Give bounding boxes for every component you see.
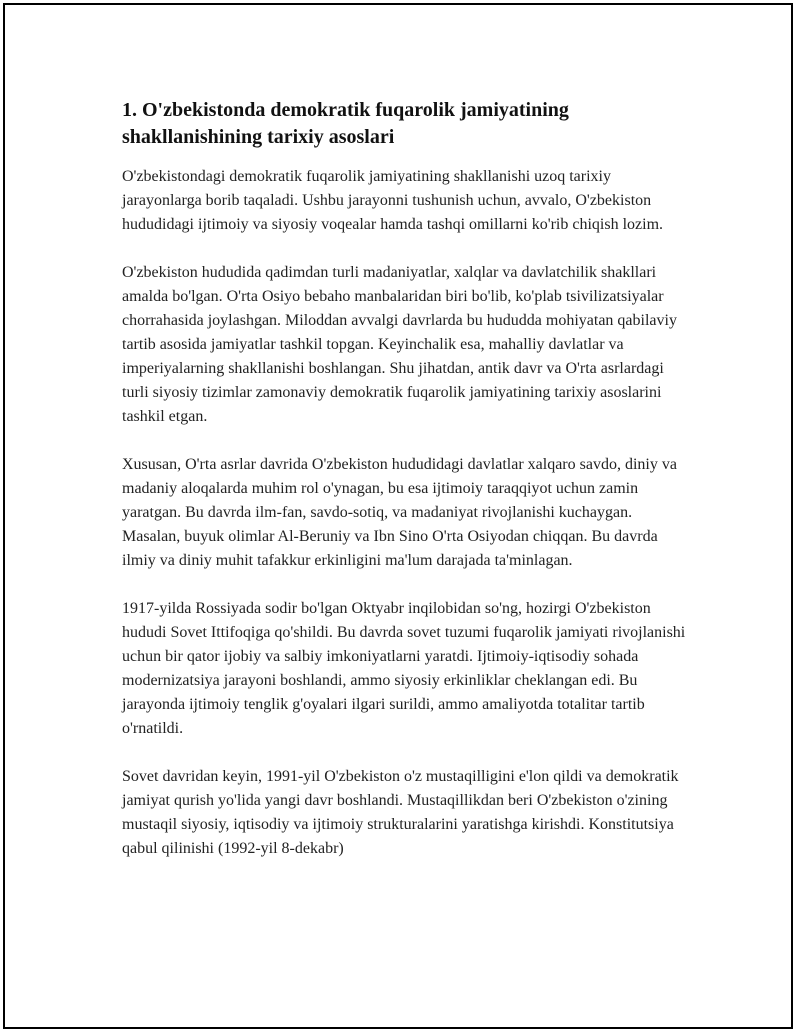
paragraph-2: O'zbekiston hududida qadimdan turli madaniyatlar, xalqlar va davlatchilik shakllari amalda bo'lgan. O'rta Osiyo bebaho manbalaridan biri bo'lib, ko'plab tsivilizatsiyalar chorrahasida joylashgan. Miloddan avvalgi davrlarda bu hududda mohiyatan qabilaviy tartib asosida jamiyatlar tashkil topgan. Keyinchalik esa, mahalliy davlatlar va imperiyalarning shakllanishi boshlangan. Shu jihatdan, antik davr va O'rta asrlardagi turli siyosiy tizimlar zamonaviy demokratik fuqarolik jamiyatining tarixiy asoslarini tashkil etgan. [122, 264, 677, 425]
paragraph-1: O'zbekistondagi demokratik fuqarolik jamiyatining shakllanishi uzoq tarixiy jarayonlarga borib taqaladi. Ushbu jarayonni tushunish uchun, avvalo, O'zbekiston hududidagi ijtimoiy va siyosiy voqealar hamda tashqi omillarni ko'rib chiqish lozim. [122, 168, 664, 233]
document-page [3, 3, 793, 1029]
document-body [122, 97, 690, 861]
paragraph-4: 1917-yilda Rossiyada sodir bo'lgan Oktyabr inqilobidan so'ng, hozirgi O'zbekiston hududi Sovet Ittifoqiga qo'shildi. Bu davrda sovet tuzumi fuqarolik jamiyati rivojlanishi uchun bir qator ijobiy va salbiy imkoniyatlarni yaratdi. Ijtimoiy-iqtisodiy sohada modernizatsiya jarayoni boshlandi, ammo siyosiy erkinliklar cheklangan edi. Bu jarayonda ijtimoiy tenglik g'oyalari ilgari surildi, ammo amaliyotda totalitar tartib o'rnatildi. [122, 600, 686, 737]
paragraph-5: Sovet davridan keyin, 1991-yil O'zbekiston o'z mustaqilligini e'lon qildi va demokratik jamiyat qurish yo'lida yangi davr boshlandi. Mustaqillikdan beri O'zbekiston o'zining mustaqil siyosiy, iqtisodiy va ijtimoiy strukturalarini yaratishga kirishdi. Konstitutsiya qabul qilinishi (1992-yil 8-dekabr) [122, 768, 679, 857]
section-title: 1. O'zbekistonda demokratik fuqarolik jamiyatining shakllanishining tarixiy asoslari [122, 99, 569, 148]
paragraph-3: Xususan, O'rta asrlar davrida O'zbekiston hududidagi davlatlar xalqaro savdo, diniy va madaniy aloqalarda muhim rol o'ynagan, bu esa ijtimoiy taraqqiyot uchun zamin yaratgan. Bu davrda ilm-fan, savdo-sotiq, va madaniyat rivojlanishi kuchaygan. Masalan, buyuk olimlar Al-Beruniy va Ibn Sino O'rta Osiyodan chiqqan. Bu davrda ilmiy va diniy muhit tafakkur erkinligini ma'lum darajada ta'minlagan. [122, 456, 677, 569]
